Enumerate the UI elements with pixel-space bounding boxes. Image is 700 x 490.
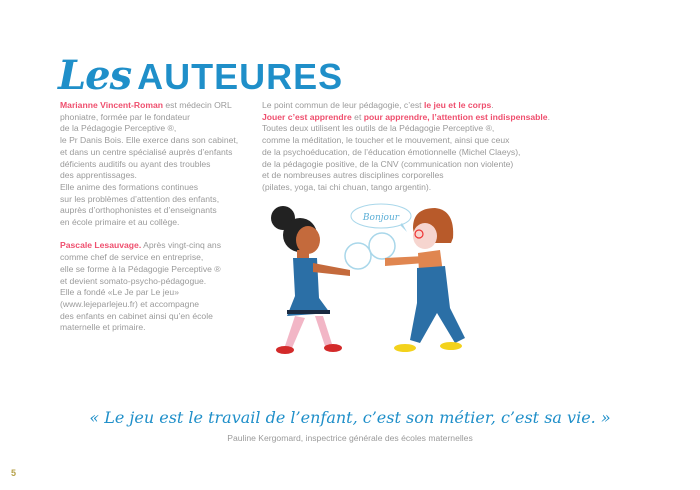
speech-bubble xyxy=(351,204,411,232)
girl-left-figure xyxy=(271,206,350,354)
author-name: Pascale Lesauvage. xyxy=(60,240,142,251)
title-script: Les xyxy=(58,52,132,99)
pedagogy-paragraph: Le point commun de leur pédagogie, c’est le jeu et le corps. Jouer c’est apprendre et pour apprendre, l’attention est indispensable. Toutes deux utilisent les outils de la Pédagogie Perceptive ®, comme la méditation, le toucher et le mouvement, ainsi que ceux de la psychoéducation, de l’éducation émotionnelle (Michel Claeys), de la pédagogie positive, de la CNV (communication non violente) et de nombreuses autres disciplines corporelles (pilates, yoga, tai chi chuan, tango argentin). xyxy=(262,100,550,192)
quote-attribution: Pauline Kergomard, inspectrice générale des écoles maternelles xyxy=(227,433,473,443)
bio-marianne: Marianne Vincent-Roman est médecin ORL phoniatre, formée par le fondateur de la Pédagogie Perceptive ®, le Pr Danis Bois. Elle exerce dans son cabinet, et dans un centre spécialisé auprès d’enfants déficients auditifs ou ayant des troubles des apprentissages. Elle anime des formations continues sur les problèmes d’attention des enfants, auprès d’orthophonistes et d’enseignants en école primaire et au collège. xyxy=(60,100,239,228)
bio-pascale: Pascale Lesauvage. Après vingt-cinq ans comme chef de service en entreprise, elle se forme à la Pédagogie Perceptive ® et devient somato-psycho-pédagogue. Elle a fondé «Le Je par Le jeu» (www.lejeparlejeu.fr) et accompagne des enfants en cabinet ainsi qu’en école maternelle et primaire. xyxy=(60,240,221,333)
authors-bios xyxy=(60,100,238,334)
children-playing-illustration xyxy=(255,198,475,358)
author-name: Marianne Vincent-Roman xyxy=(60,100,163,110)
page-number: 5 xyxy=(11,468,17,478)
pull-quote: « Le jeu est le travail de l’enfant, c’est son métier, c’est sa vie. » xyxy=(89,408,611,427)
speech-bubble-text: Bonjour xyxy=(362,213,400,223)
soap-bubble xyxy=(369,233,395,259)
page-title xyxy=(58,52,343,99)
soap-bubble xyxy=(345,243,371,269)
title-caps: AUTEURES xyxy=(137,56,344,97)
girl-right-figure xyxy=(385,208,465,352)
